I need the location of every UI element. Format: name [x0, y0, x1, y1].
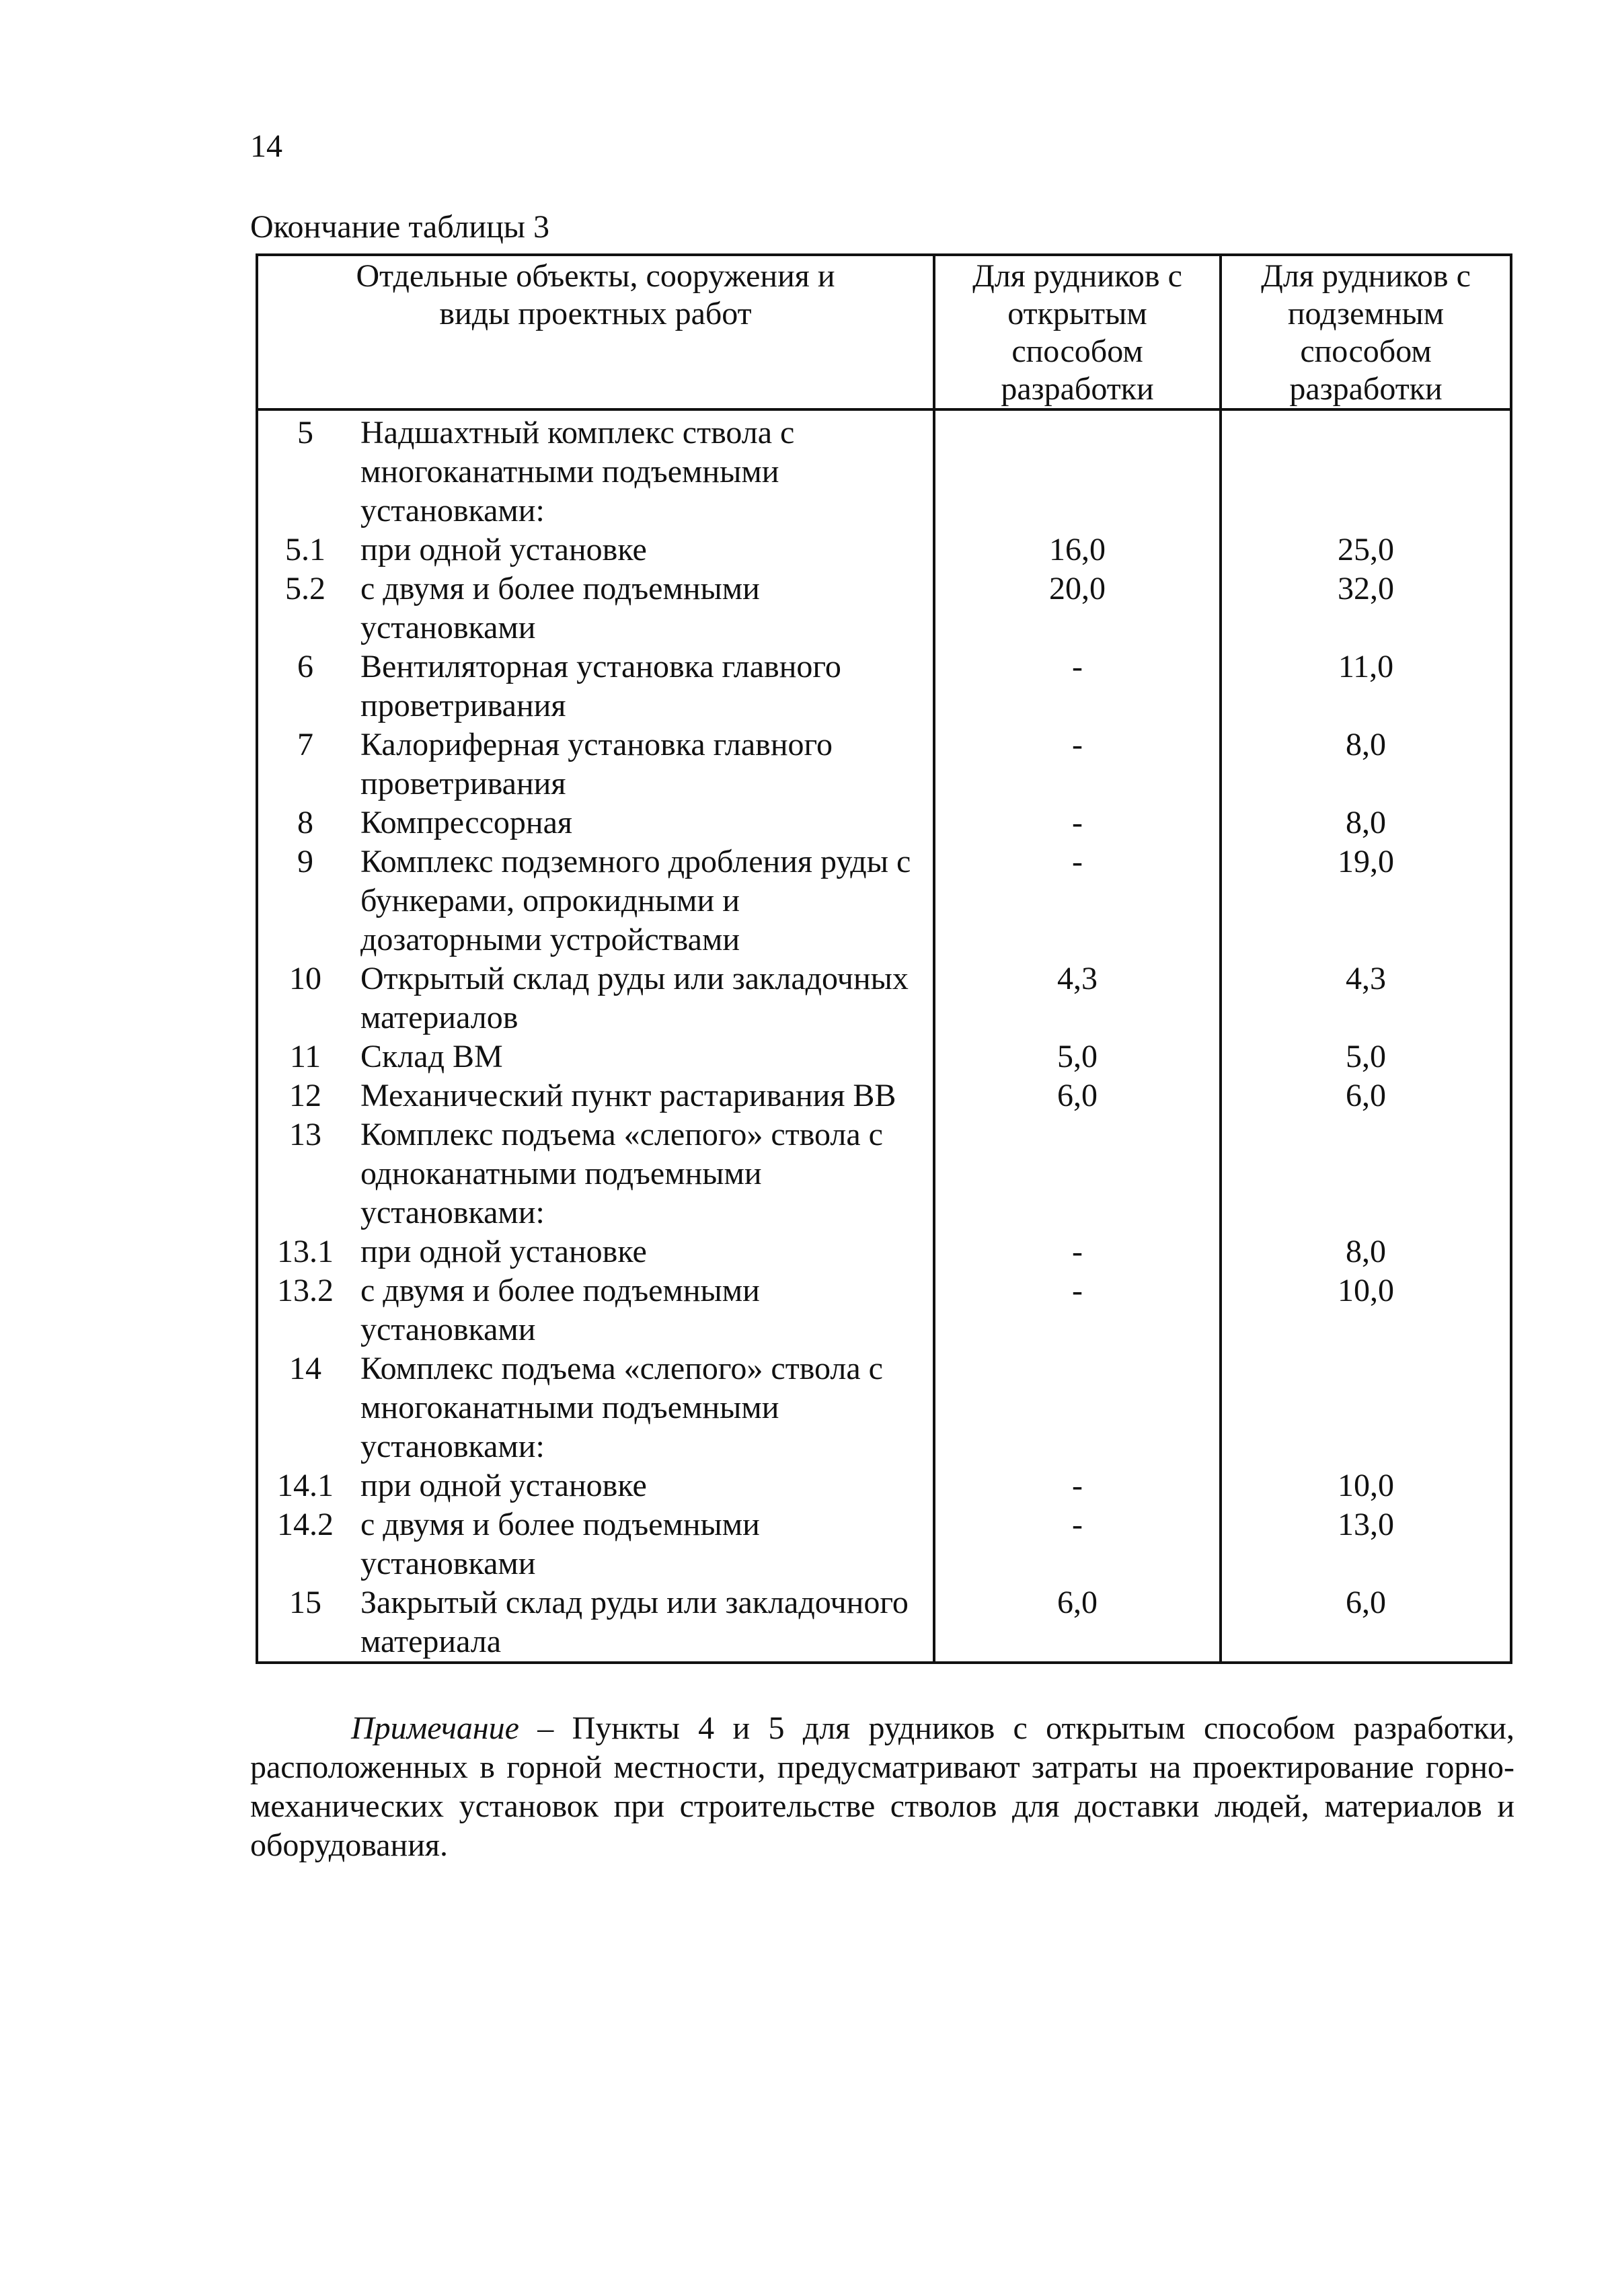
- object-cell: [257, 842, 934, 959]
- row-number: 15: [289, 1585, 321, 1620]
- row-number: 5: [297, 415, 313, 450]
- underground-value: 8,0: [1221, 1232, 1511, 1271]
- underground-value: 11,0: [1221, 647, 1511, 725]
- object-cell: [257, 569, 934, 647]
- row-name: при одной установке: [360, 1468, 647, 1503]
- open-pit-value: 20,0: [934, 569, 1221, 647]
- row-name: Компрессорная: [360, 805, 572, 840]
- data-table: [256, 253, 1512, 1664]
- table-row: [257, 1232, 1511, 1271]
- underground-value: 8,0: [1221, 725, 1511, 803]
- underground-value: 10,0: [1221, 1466, 1511, 1505]
- table-row: [257, 1349, 1511, 1466]
- table-row: [257, 647, 1511, 725]
- table-row: [257, 409, 1511, 530]
- row-number: 13.1: [277, 1234, 334, 1269]
- underground-value: 13,0: [1221, 1505, 1511, 1583]
- table-row: [257, 1271, 1511, 1349]
- row-name: Комплекс подъема «слепого» ствола с многоканатными подъемными установками:: [360, 1351, 883, 1464]
- header-underground: Для рудников с подземным способом разработки: [1221, 255, 1511, 409]
- open-pit-value: -: [934, 1232, 1221, 1271]
- open-pit-value: 4,3: [934, 959, 1221, 1037]
- table-row: [257, 1505, 1511, 1583]
- object-cell: [257, 409, 934, 530]
- row-name: Надшахтный комплекс ствола с многоканатными подъемными установками:: [360, 415, 795, 528]
- table-row: [257, 803, 1511, 842]
- row-number: 14.2: [277, 1507, 334, 1542]
- row-name: с двумя и более подъемными установками: [360, 1273, 760, 1347]
- open-pit-value: -: [934, 647, 1221, 725]
- object-cell: [257, 1349, 934, 1466]
- object-cell: [257, 803, 934, 842]
- object-cell: [257, 959, 934, 1037]
- table-row: [257, 1037, 1511, 1076]
- row-number: 5.1: [285, 532, 325, 567]
- row-name: Комплекс подъема «слепого» ствола с одноканатными подъемными установками:: [360, 1117, 883, 1230]
- object-cell: [257, 1505, 934, 1583]
- open-pit-value: [934, 409, 1221, 530]
- object-cell: [257, 530, 934, 569]
- row-name: с двумя и более подъемными установками: [360, 571, 760, 645]
- underground-value: 6,0: [1221, 1583, 1511, 1663]
- object-cell: [257, 1076, 934, 1115]
- underground-value: 25,0: [1221, 530, 1511, 569]
- open-pit-value: -: [934, 1505, 1221, 1583]
- table-row: [257, 725, 1511, 803]
- row-number: 13.2: [277, 1273, 334, 1308]
- open-pit-value: [934, 1115, 1221, 1232]
- note-text: Пункты 4 и 5 для рудников с открытым способом разработки, расположенных в горной местности, предусматривают затраты на проектирование горно-механических установок при строительстве стволов для доставки людей, материалов и оборудования.: [250, 1710, 1514, 1863]
- object-cell: [257, 1583, 934, 1663]
- open-pit-value: 6,0: [934, 1583, 1221, 1663]
- note-label: Примечание –: [351, 1710, 554, 1746]
- underground-value: 8,0: [1221, 803, 1511, 842]
- header-objects: Отдельные объекты, сооружения и виды проектных работ: [257, 255, 934, 409]
- object-cell: [257, 1232, 934, 1271]
- row-name: при одной установке: [360, 532, 647, 567]
- row-number: 5.2: [285, 571, 325, 606]
- object-cell: [257, 1115, 934, 1232]
- open-pit-value: -: [934, 1271, 1221, 1349]
- underground-value: 4,3: [1221, 959, 1511, 1037]
- open-pit-value: 16,0: [934, 530, 1221, 569]
- table-row: [257, 1115, 1511, 1232]
- row-number: 8: [297, 805, 313, 840]
- note-paragraph: [250, 1709, 1514, 1865]
- open-pit-value: -: [934, 725, 1221, 803]
- open-pit-value: -: [934, 803, 1221, 842]
- object-cell: [257, 1271, 934, 1349]
- object-cell: [257, 1037, 934, 1076]
- row-name: Склад ВМ: [360, 1039, 503, 1074]
- object-cell: [257, 1466, 934, 1505]
- table-row: [257, 1583, 1511, 1663]
- underground-value: [1221, 409, 1511, 530]
- row-number: 12: [289, 1078, 321, 1113]
- row-name: Комплекс подземного дробления руды с бункерами, опрокидными и дозаторными устройствами: [360, 844, 911, 957]
- open-pit-value: -: [934, 842, 1221, 959]
- table-header-row: [257, 255, 1511, 409]
- row-number: 9: [297, 844, 313, 879]
- row-name: Вентиляторная установка главного проветривания: [360, 649, 841, 723]
- underground-value: [1221, 1115, 1511, 1232]
- underground-value: 32,0: [1221, 569, 1511, 647]
- row-number: 13: [289, 1117, 321, 1152]
- underground-value: 19,0: [1221, 842, 1511, 959]
- object-cell: [257, 647, 934, 725]
- object-cell: [257, 725, 934, 803]
- header-open-pit: Для рудников с открытым способом разработки: [934, 255, 1221, 409]
- row-number: 10: [289, 961, 321, 996]
- underground-value: 10,0: [1221, 1271, 1511, 1349]
- table-row: [257, 569, 1511, 647]
- underground-value: 6,0: [1221, 1076, 1511, 1115]
- row-name: с двумя и более подъемными установками: [360, 1507, 760, 1581]
- table-body: [257, 409, 1511, 1663]
- row-number: 14: [289, 1351, 321, 1386]
- table-row: [257, 530, 1511, 569]
- page-number: 14: [250, 128, 282, 164]
- open-pit-value: [934, 1349, 1221, 1466]
- row-name: при одной установке: [360, 1234, 647, 1269]
- row-name: Калориферная установка главного проветривания: [360, 727, 833, 801]
- table-row: [257, 842, 1511, 959]
- open-pit-value: 6,0: [934, 1076, 1221, 1115]
- row-number: 6: [297, 649, 313, 684]
- row-number: 11: [289, 1039, 321, 1074]
- row-name: Открытый склад руды или закладочных материалов: [360, 961, 909, 1035]
- underground-value: 5,0: [1221, 1037, 1511, 1076]
- table-row: [257, 1076, 1511, 1115]
- open-pit-value: -: [934, 1466, 1221, 1505]
- table-caption: Окончание таблицы 3: [250, 209, 550, 245]
- open-pit-value: 5,0: [934, 1037, 1221, 1076]
- table-row: [257, 959, 1511, 1037]
- row-number: 7: [297, 727, 313, 762]
- table-row: [257, 1466, 1511, 1505]
- row-name: Закрытый склад руды или закладочного материала: [360, 1585, 909, 1659]
- underground-value: [1221, 1349, 1511, 1466]
- row-number: 14.1: [277, 1468, 334, 1503]
- row-name: Механический пункт растаривания ВВ: [360, 1078, 896, 1113]
